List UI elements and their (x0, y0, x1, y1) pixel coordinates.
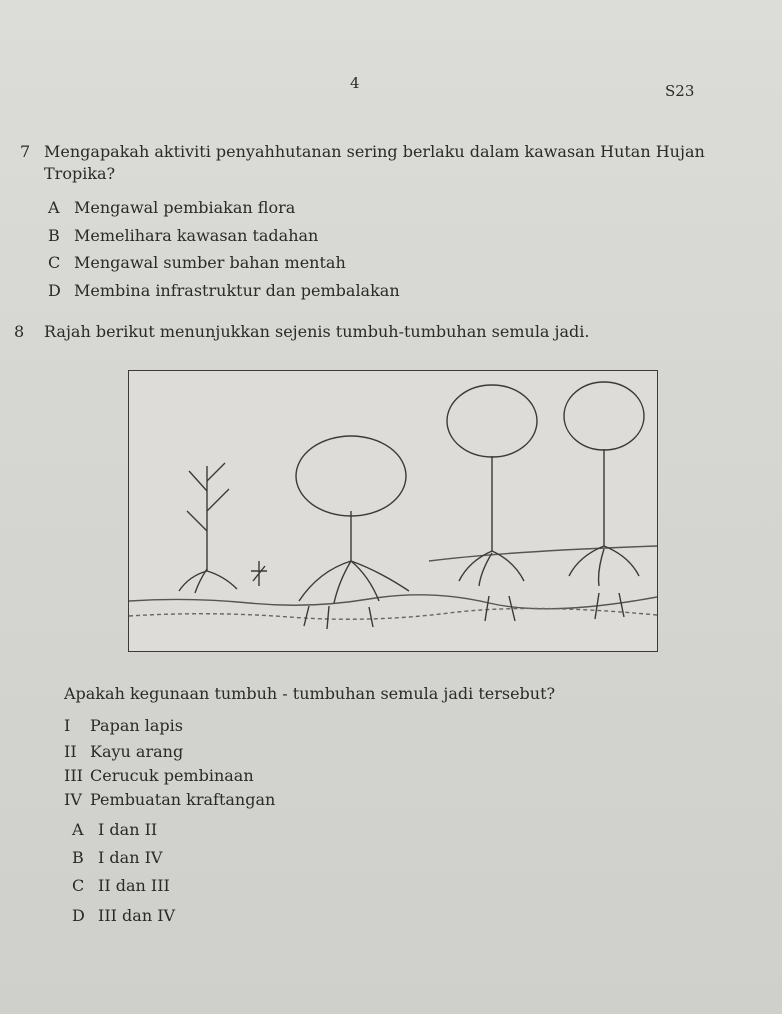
q8-question: Apakah kegunaan tumbuh - tumbuhan semula jadi tersebut? (64, 684, 556, 703)
q8-statement-3-text: Cerucuk pembinaan (90, 766, 254, 785)
q7-option-a-letter: A (48, 198, 60, 217)
q8-statement-2-num: II (64, 742, 77, 761)
q8-option-d-text: III dan IV (98, 906, 176, 925)
q7-option-b-text: Memelihara kawasan tadahan (74, 226, 319, 245)
q7-option-c-letter: C (48, 253, 61, 272)
mangrove-figure (128, 370, 658, 652)
q8-statement-2 (64, 742, 183, 761)
q8-option-b-text: I dan IV (98, 848, 163, 867)
q8-option-c[interactable] (72, 876, 170, 895)
q7-stem-line1: Mengapakah aktiviti penyahhutanan sering berlaku dalam kawasan Hutan Hujan (44, 142, 705, 161)
q8-stem: Rajah berikut menunjukkan sejenis tumbuh-tumbuhan semula jadi. (44, 322, 590, 341)
q8-statement-4-num: IV (64, 790, 82, 809)
q7-option-a-text: Mengawal pembiakan flora (74, 198, 296, 217)
q8-statement-2-text: Kayu arang (90, 742, 184, 761)
q8-option-b-letter: B (72, 848, 84, 867)
q7-option-d-text: Membina infrastruktur dan pembalakan (74, 281, 400, 300)
mangrove-illustration (129, 371, 657, 651)
q8-statement-3 (64, 766, 254, 785)
q8-statement-3-num: III (64, 766, 83, 785)
paper-code: S23 (665, 82, 695, 100)
q8-statement-4 (64, 790, 275, 809)
q8-number: 8 (14, 322, 25, 341)
q8-option-d[interactable] (72, 906, 175, 925)
q7-option-a[interactable] (48, 198, 295, 217)
q7-stem-line2: Tropika? (44, 164, 116, 183)
q8-option-c-text: II dan III (98, 876, 170, 895)
q7-option-b-letter: B (48, 226, 60, 245)
q7-option-b[interactable] (48, 226, 318, 245)
q8-statement-1-text: Papan lapis (90, 716, 183, 735)
q7-option-c[interactable] (48, 253, 346, 272)
q8-option-a[interactable] (72, 820, 157, 839)
q7-number: 7 (20, 142, 31, 161)
q7-option-d-letter: D (48, 281, 61, 300)
q8-option-c-letter: C (72, 876, 85, 895)
q8-option-a-letter: A (72, 820, 84, 839)
q7-option-c-text: Mengawal sumber bahan mentah (74, 253, 346, 272)
q8-option-d-letter: D (72, 906, 85, 925)
q8-statement-1-num: I (64, 716, 71, 735)
q8-statement-4-text: Pembuatan kraftangan (90, 790, 276, 809)
page-number: 4 (350, 74, 360, 92)
q8-option-b[interactable] (72, 848, 162, 867)
q8-option-a-text: I dan II (98, 820, 158, 839)
q7-option-d[interactable] (48, 281, 400, 300)
q8-statement-1 (64, 716, 183, 735)
